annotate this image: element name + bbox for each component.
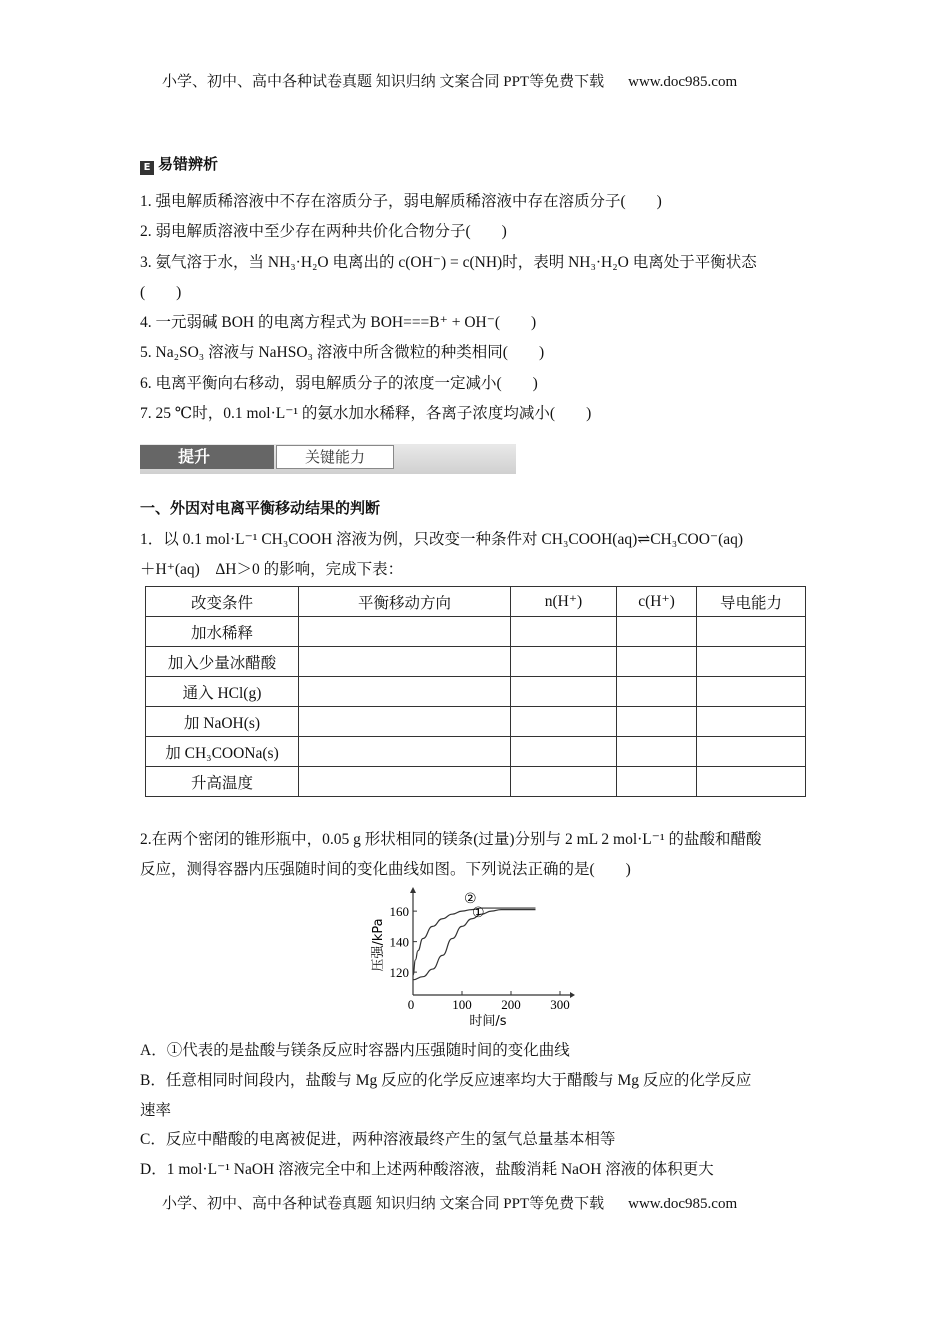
table-row	[146, 737, 806, 767]
item: 3. 氨气溶于水，当 NH₃·H₂O 电离出的 c(OH⁻) = c(NH)时，表明 NH₃·H₂O 电离处于平衡状态	[140, 254, 757, 271]
answer-cell[interactable]	[299, 677, 511, 707]
answer-cell[interactable]	[511, 737, 617, 767]
item: ( )	[140, 284, 182, 301]
q2-line1: 2.在两个密闭的锥形瓶中，0.05 g 形状相同的镁条(过量)分别与 2 mL 2 mol·L⁻¹ 的盐酸和醋酸	[140, 831, 762, 848]
section-title	[140, 153, 218, 175]
footer-site: www.doc985.com	[628, 1196, 738, 1212]
option-a: A．①代表的是盐酸与镁条反应时容器内压强随时间的变化曲线	[140, 1042, 570, 1059]
answer-cell[interactable]	[617, 647, 697, 677]
row-label: 通入 HCl(g)	[146, 677, 299, 707]
answer-cell[interactable]	[511, 647, 617, 677]
item: 1. 强电解质稀溶液中不存在溶质分子，弱电解质稀溶液中存在溶质分子( )	[140, 193, 662, 210]
page-header	[162, 70, 737, 91]
answer-cell[interactable]	[511, 677, 617, 707]
x-tick-label: 300	[550, 997, 570, 1012]
answer-cell[interactable]	[299, 737, 511, 767]
table-row	[146, 707, 806, 737]
header-text: 小学、初中、高中各种试卷真题 知识归纳 文案合同 PPT等免费下载	[162, 74, 605, 90]
y-tick-label: 160	[389, 904, 409, 920]
x-tick-label: 0	[407, 997, 415, 1012]
y-axis-arrow	[410, 887, 416, 893]
item: 6. 电离平衡向右移动，弱电解质分子的浓度一定减小( )	[140, 375, 538, 392]
table-row	[146, 767, 806, 797]
header-cell: 改变条件	[146, 587, 299, 617]
row-label: 加 NaOH(s)	[146, 707, 299, 737]
banner-left: 提升	[140, 445, 274, 469]
item: 5. Na₂SO₃ 溶液与 NaHSO₃ 溶液中所含微粒的种类相同( )	[140, 344, 545, 361]
item: 2. 弱电解质溶液中至少存在两种共价化合物分子( )	[140, 223, 507, 240]
answer-cell[interactable]	[617, 737, 697, 767]
section-e-icon: E	[140, 161, 154, 175]
row-label: 升高温度	[146, 767, 299, 797]
answer-cell[interactable]	[697, 707, 806, 737]
answer-cell[interactable]	[299, 647, 511, 677]
answer-cell[interactable]	[697, 677, 806, 707]
page-footer	[162, 1192, 737, 1213]
section-banner	[140, 444, 516, 474]
footer-text: 小学、初中、高中各种试卷真题 知识归纳 文案合同 PPT等免费下载	[162, 1196, 605, 1212]
row-label: 加 CH₃COONa(s)	[146, 737, 299, 767]
q1-line1: 1．以 0.1 mol·L⁻¹ CH₃COOH 溶液为例，只改变一种条件对 CH₃COOH(aq)⇌CH₃COO⁻(aq)	[140, 531, 744, 548]
answer-cell[interactable]	[617, 707, 697, 737]
header-cell: c(H⁺)	[617, 587, 697, 617]
table-row	[146, 677, 806, 707]
option-b-cont: 速率	[140, 1102, 172, 1119]
answer-cell[interactable]	[299, 617, 511, 647]
item: 4. 一元弱碱 BOH 的电离方程式为 BOH===B⁺ + OH⁻( )	[140, 314, 537, 331]
option-b: B．任意相同时间段内，盐酸与 Mg 反应的化学反应速率均大于醋酸与 Mg 反应的化学反应	[140, 1072, 752, 1089]
item: 7. 25 ℃时，0.1 mol·L⁻¹ 的氨水加水稀释，各离子浓度均减小( )	[140, 405, 592, 422]
y-axis-label: 压强/kPa	[371, 918, 386, 972]
pressure-chart	[360, 885, 580, 1035]
q1-line2: ＋H⁺(aq) ΔH＞0 的影响，完成下表：	[140, 561, 404, 578]
answer-cell[interactable]	[697, 767, 806, 797]
x-axis-arrow	[570, 992, 575, 998]
answer-cell[interactable]	[697, 647, 806, 677]
table-row	[146, 647, 806, 677]
table-header-row	[146, 587, 806, 617]
table-row	[146, 617, 806, 647]
header-cell: 导电能力	[697, 587, 806, 617]
answer-cell[interactable]	[617, 677, 697, 707]
answer-cell[interactable]	[617, 767, 697, 797]
answer-cell[interactable]	[511, 767, 617, 797]
answer-cell[interactable]	[697, 617, 806, 647]
answer-cell[interactable]	[299, 767, 511, 797]
banner-right: 关键能力	[276, 445, 394, 469]
answer-cell[interactable]	[617, 617, 697, 647]
answer-cell[interactable]	[511, 707, 617, 737]
series-label-1: ①	[472, 905, 485, 921]
x-tick-label: 100	[452, 997, 472, 1012]
series-label-2: ②	[464, 891, 477, 907]
answer-cell[interactable]	[511, 617, 617, 647]
q2-line2: 反应，测得容器内压强随时间的变化曲线如图。下列说法正确的是( )	[140, 861, 631, 878]
option-c: C．反应中醋酸的电离被促进，两种溶液最终产生的氢气总量基本相等	[140, 1131, 616, 1148]
header-site: www.doc985.com	[628, 74, 738, 90]
x-axis-label: 时间/s	[469, 1014, 507, 1029]
row-label: 加入少量冰醋酸	[146, 647, 299, 677]
condition-table	[145, 586, 806, 797]
header-cell: 平衡移动方向	[299, 587, 511, 617]
section-title-text: 易错辨析	[158, 155, 219, 173]
answer-cell[interactable]	[697, 737, 806, 767]
answer-cell[interactable]	[299, 707, 511, 737]
y-tick-label: 140	[389, 934, 409, 950]
header-cell: n(H⁺)	[511, 587, 617, 617]
row-label: 加水稀释	[146, 617, 299, 647]
x-tick-label: 200	[501, 997, 521, 1012]
y-tick-label: 120	[389, 965, 409, 981]
part-title: 一、外因对电离平衡移动结果的判断	[140, 499, 381, 517]
option-d: D．1 mol·L⁻¹ NaOH 溶液完全中和上述两种酸溶液，盐酸消耗 NaOH 溶液的体积更大	[140, 1161, 714, 1178]
